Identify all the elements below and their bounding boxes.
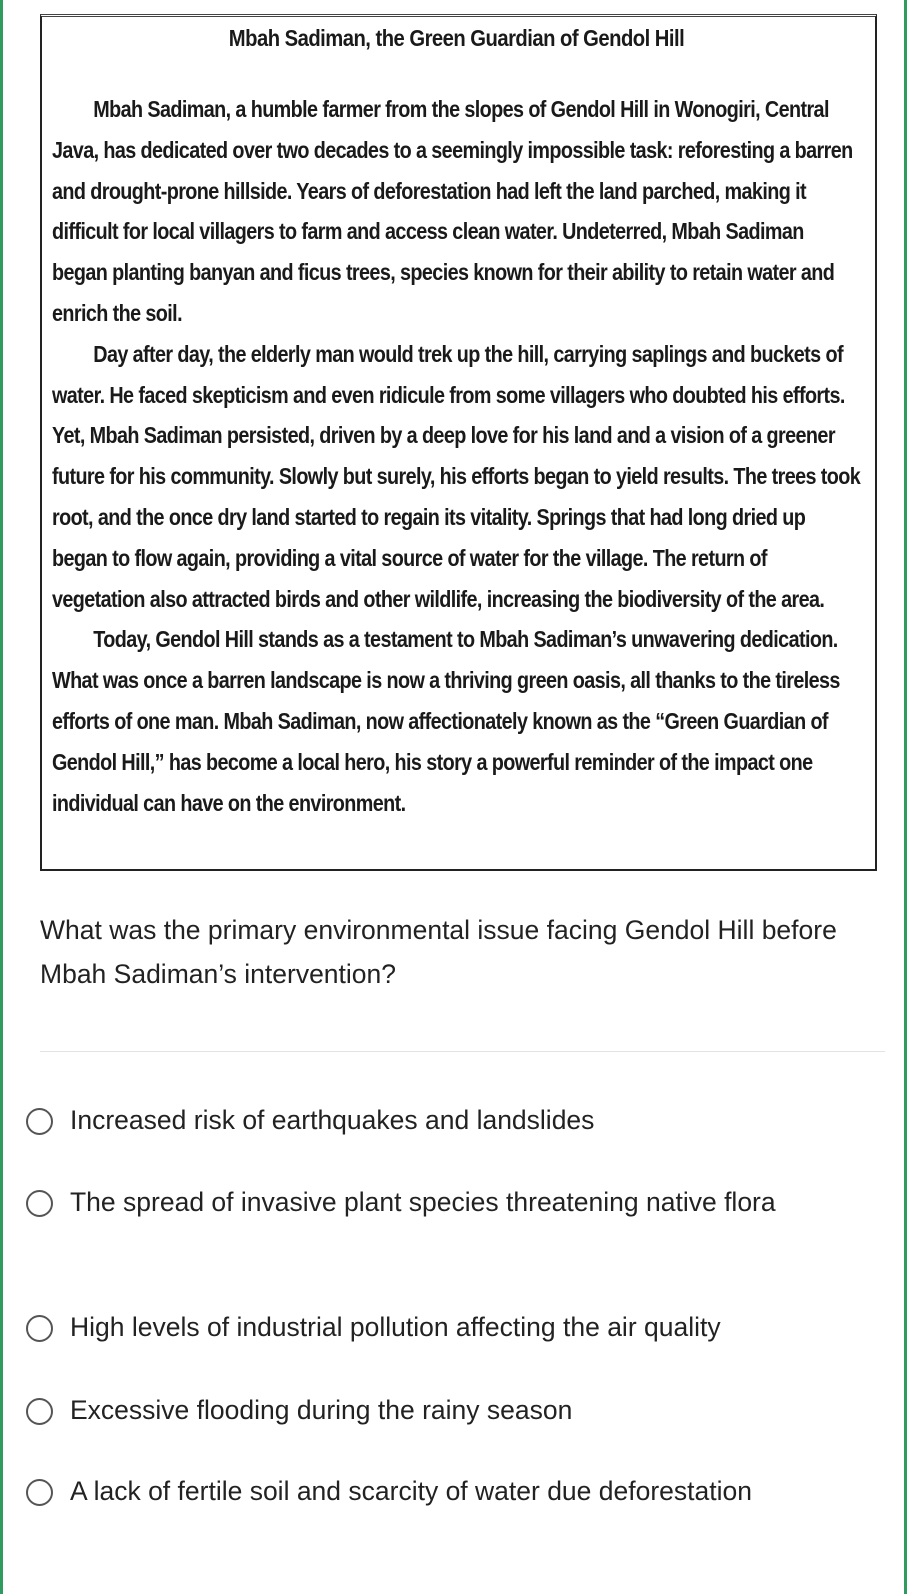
option-label[interactable]: The spread of invasive plant species threatening native flora (70, 1187, 776, 1217)
divider (40, 1051, 885, 1052)
option-2[interactable] (26, 1181, 886, 1223)
passage-paragraph-1: Mbah Sadiman, a humble farmer from the slopes of Gendol Hill in Wonogiri, Central Java, has dedicated over two decades to a seemingly impossible task: reforesting a barren and drought-prone hillside. Years of deforestation had left the land parched, making it difficult for local villagers to farm and access clean water. Undeterred, Mbah Sadiman began planting banyan and ficus trees, species known for their ability to retain water and enrich the soil. (52, 96, 853, 326)
reading-passage-image (40, 14, 877, 871)
radio-button[interactable] (26, 1479, 53, 1506)
option-label[interactable]: Increased risk of earthquakes and landslides (70, 1105, 595, 1135)
option-label[interactable]: A lack of fertile soil and scarcity of water due deforestation (70, 1476, 752, 1506)
option-label[interactable]: High levels of industrial pollution affecting the air quality (70, 1312, 721, 1342)
passage-title: Mbah Sadiman, the Green Guardian of Gendol Hill (228, 25, 685, 51)
option-4[interactable] (26, 1389, 886, 1431)
option-1[interactable] (26, 1099, 886, 1141)
option-3[interactable] (26, 1306, 886, 1348)
radio-button[interactable] (26, 1190, 53, 1217)
passage-paragraph-3: Today, Gendol Hill stands as a testament to Mbah Sadiman’s unwavering dedication. What was once a barren landscape is now a thriving green oasis, all thanks to the tireless efforts of one man. Mbah Sadiman, now affectionately known as the “Green Guardian of Gendol Hill,” has become a local hero, his story a powerful reminder of the impact one individual can have on the environment. (52, 626, 840, 816)
option-5[interactable] (26, 1470, 886, 1512)
option-label[interactable]: Excessive flooding during the rainy season (70, 1395, 573, 1425)
radio-button[interactable] (26, 1315, 53, 1342)
radio-button[interactable] (26, 1398, 53, 1425)
left-frame-border (0, 0, 3, 1594)
radio-button[interactable] (26, 1108, 53, 1135)
question-text: What was the primary environmental issue facing Gendol Hill before Mbah Sadiman’s intervention? (40, 915, 837, 989)
passage-paragraph-2: Day after day, the elderly man would trek up the hill, carrying saplings and buckets of water. He faced skepticism and even ridicule from some villagers who doubted his efforts. Yet, Mbah Sadiman persisted, driven by a deep love for his land and a vision of a greener future for his community. Slowly but surely, his efforts began to yield results. The trees took root, and the once dry land started to regain its vitality. Springs that had long dried up began to flow again, providing a vital source of water for the village. The return of vegetation also attracted birds and other wildlife, increasing the biodiversity of the area. (52, 340, 861, 612)
